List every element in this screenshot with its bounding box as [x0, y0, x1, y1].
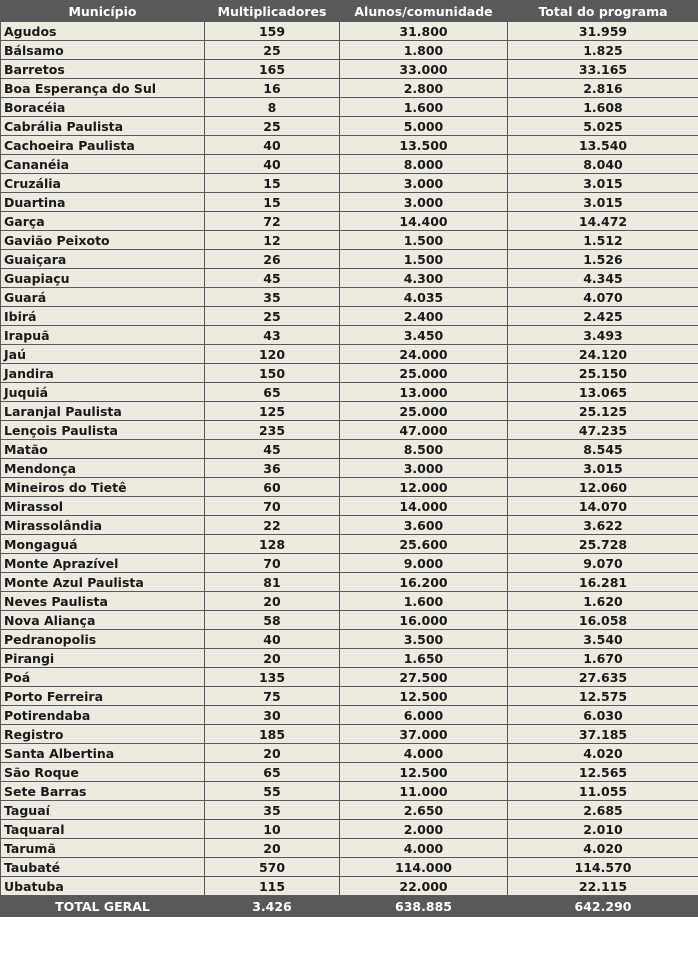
multiplicadores-cell: 128 [205, 535, 340, 554]
multiplicadores-cell: 60 [205, 478, 340, 497]
table-row [1, 155, 698, 174]
alunos-comunidade-cell: 4.300 [340, 269, 508, 288]
table-row [1, 288, 698, 307]
total-row [1, 896, 698, 917]
total-programa-cell: 25.728 [508, 535, 698, 554]
total-programa-cell: 47.235 [508, 421, 698, 440]
table-body [1, 22, 698, 896]
total-programa-cell: 11.055 [508, 782, 698, 801]
municipio-cell: Santa Albertina [1, 744, 205, 763]
alunos-comunidade-cell: 14.400 [340, 212, 508, 231]
municipio-cell: Gavião Peixoto [1, 231, 205, 250]
total-programa-cell: 2.010 [508, 820, 698, 839]
multiplicadores-cell: 15 [205, 174, 340, 193]
table-row [1, 345, 698, 364]
alunos-comunidade-cell: 12.000 [340, 478, 508, 497]
alunos-comunidade-cell: 1.600 [340, 98, 508, 117]
alunos-comunidade-cell: 8.500 [340, 440, 508, 459]
multiplicadores-cell: 22 [205, 516, 340, 535]
total-programa-cell: 1.512 [508, 231, 698, 250]
total-programa-cell: 1.526 [508, 250, 698, 269]
municipio-cell: Monte Aprazível [1, 554, 205, 573]
total-label: TOTAL GERAL [1, 896, 205, 917]
table-row [1, 706, 698, 725]
table-row [1, 231, 698, 250]
alunos-comunidade-cell: 2.650 [340, 801, 508, 820]
alunos-comunidade-cell: 1.800 [340, 41, 508, 60]
table-row [1, 98, 698, 117]
table-row [1, 478, 698, 497]
alunos-comunidade-cell: 114.000 [340, 858, 508, 877]
multiplicadores-cell: 70 [205, 554, 340, 573]
total-programa-cell: 4.020 [508, 839, 698, 858]
total-programa-cell: 25.125 [508, 402, 698, 421]
alunos-comunidade-cell: 2.800 [340, 79, 508, 98]
alunos-comunidade-cell: 3.500 [340, 630, 508, 649]
municipio-cell: São Roque [1, 763, 205, 782]
municipio-cell: Garça [1, 212, 205, 231]
municipio-cell: Jandira [1, 364, 205, 383]
municipio-cell: Barretos [1, 60, 205, 79]
multiplicadores-cell: 70 [205, 497, 340, 516]
alunos-comunidade-cell: 22.000 [340, 877, 508, 896]
multiplicadores-cell: 45 [205, 440, 340, 459]
municipio-cell: Poá [1, 668, 205, 687]
total-programa-cell: 3.015 [508, 174, 698, 193]
total-programa-cell: 4.020 [508, 744, 698, 763]
alunos-comunidade-cell: 4.000 [340, 839, 508, 858]
total-programa-cell: 5.025 [508, 117, 698, 136]
total-programa-cell: 12.565 [508, 763, 698, 782]
alunos-comunidade-cell: 3.000 [340, 174, 508, 193]
multiplicadores-cell: 35 [205, 801, 340, 820]
municipio-cell: Pirangi [1, 649, 205, 668]
total-programa-cell: 14.472 [508, 212, 698, 231]
table-row [1, 782, 698, 801]
total-programa-cell: 6.030 [508, 706, 698, 725]
municipio-cell: Mineiros do Tietê [1, 478, 205, 497]
municipio-cell: Mirassolândia [1, 516, 205, 535]
multiplicadores-cell: 15 [205, 193, 340, 212]
total-programa-cell: 27.635 [508, 668, 698, 687]
alunos-comunidade-cell: 37.000 [340, 725, 508, 744]
table-row [1, 250, 698, 269]
municipio-cell: Pedranopolis [1, 630, 205, 649]
municipio-cell: Cabrália Paulista [1, 117, 205, 136]
table-row [1, 22, 698, 41]
total-programa-cell: 16.058 [508, 611, 698, 630]
table-row [1, 516, 698, 535]
multiplicadores-cell: 65 [205, 383, 340, 402]
municipio-cell: Agudos [1, 22, 205, 41]
alunos-comunidade-cell: 12.500 [340, 763, 508, 782]
municipio-cell: Taguaí [1, 801, 205, 820]
municipio-cell: Duartina [1, 193, 205, 212]
multiplicadores-cell: 120 [205, 345, 340, 364]
table-row [1, 497, 698, 516]
alunos-comunidade-cell: 1.500 [340, 231, 508, 250]
municipio-cell: Sete Barras [1, 782, 205, 801]
municipio-cell: Ubatuba [1, 877, 205, 896]
total-programa-cell: 2.425 [508, 307, 698, 326]
total-programa-cell: 8.545 [508, 440, 698, 459]
multiplicadores-cell: 115 [205, 877, 340, 896]
multiplicadores-cell: 25 [205, 117, 340, 136]
total-multiplicadores: 3.426 [205, 896, 340, 917]
multiplicadores-cell: 26 [205, 250, 340, 269]
table-row [1, 687, 698, 706]
multiplicadores-cell: 20 [205, 649, 340, 668]
multiplicadores-cell: 20 [205, 744, 340, 763]
alunos-comunidade-cell: 2.400 [340, 307, 508, 326]
total-programa-cell: 24.120 [508, 345, 698, 364]
multiplicadores-cell: 150 [205, 364, 340, 383]
table-row [1, 801, 698, 820]
alunos-comunidade-cell: 3.450 [340, 326, 508, 345]
multiplicadores-cell: 235 [205, 421, 340, 440]
alunos-comunidade-cell: 25.600 [340, 535, 508, 554]
multiplicadores-cell: 72 [205, 212, 340, 231]
total-programa: 642.290 [508, 896, 698, 917]
alunos-comunidade-cell: 16.200 [340, 573, 508, 592]
municipio-cell: Bálsamo [1, 41, 205, 60]
multiplicadores-cell: 25 [205, 41, 340, 60]
multiplicadores-cell: 25 [205, 307, 340, 326]
alunos-comunidade-cell: 14.000 [340, 497, 508, 516]
table-row [1, 820, 698, 839]
total-programa-cell: 1.608 [508, 98, 698, 117]
total-programa-cell: 12.575 [508, 687, 698, 706]
alunos-comunidade-cell: 25.000 [340, 402, 508, 421]
alunos-comunidade-cell: 1.650 [340, 649, 508, 668]
total-programa-cell: 1.620 [508, 592, 698, 611]
multiplicadores-cell: 75 [205, 687, 340, 706]
multiplicadores-cell: 159 [205, 22, 340, 41]
municipio-cell: Taquaral [1, 820, 205, 839]
table-row [1, 383, 698, 402]
total-programa-cell: 114.570 [508, 858, 698, 877]
table-row [1, 326, 698, 345]
total-programa-cell: 33.165 [508, 60, 698, 79]
total-programa-cell: 13.065 [508, 383, 698, 402]
total-programa-cell: 25.150 [508, 364, 698, 383]
multiplicadores-cell: 36 [205, 459, 340, 478]
table-row [1, 307, 698, 326]
municipio-cell: Mirassol [1, 497, 205, 516]
municipio-cell: Irapuã [1, 326, 205, 345]
municipio-cell: Lençois Paulista [1, 421, 205, 440]
alunos-comunidade-cell: 11.000 [340, 782, 508, 801]
table-row [1, 193, 698, 212]
total-programa-cell: 9.070 [508, 554, 698, 573]
multiplicadores-cell: 40 [205, 136, 340, 155]
alunos-comunidade-cell: 1.500 [340, 250, 508, 269]
table-row [1, 649, 698, 668]
municipio-cell: Juquiá [1, 383, 205, 402]
alunos-comunidade-cell: 2.000 [340, 820, 508, 839]
alunos-comunidade-cell: 25.000 [340, 364, 508, 383]
table-row [1, 459, 698, 478]
multiplicadores-cell: 135 [205, 668, 340, 687]
table-row [1, 60, 698, 79]
header-municipio: Município [1, 1, 205, 22]
alunos-comunidade-cell: 13.000 [340, 383, 508, 402]
municipio-cell: Registro [1, 725, 205, 744]
header-multiplicadores: Multiplicadores [205, 1, 340, 22]
total-programa-cell: 4.070 [508, 288, 698, 307]
total-programa-cell: 22.115 [508, 877, 698, 896]
total-programa-cell: 3.622 [508, 516, 698, 535]
table-row [1, 174, 698, 193]
multiplicadores-cell: 35 [205, 288, 340, 307]
total-programa-cell: 2.685 [508, 801, 698, 820]
table-row [1, 725, 698, 744]
municipio-cell: Guará [1, 288, 205, 307]
alunos-comunidade-cell: 4.035 [340, 288, 508, 307]
alunos-comunidade-cell: 8.000 [340, 155, 508, 174]
alunos-comunidade-cell: 3.600 [340, 516, 508, 535]
table-row [1, 592, 698, 611]
table-row [1, 858, 698, 877]
multiplicadores-cell: 65 [205, 763, 340, 782]
total-programa-cell: 2.816 [508, 79, 698, 98]
municipio-cell: Laranjal Paulista [1, 402, 205, 421]
municipio-cell: Ibirá [1, 307, 205, 326]
table-row [1, 535, 698, 554]
table-row [1, 364, 698, 383]
alunos-comunidade-cell: 5.000 [340, 117, 508, 136]
municipio-cell: Tarumã [1, 839, 205, 858]
municipio-cell: Porto Ferreira [1, 687, 205, 706]
municipio-cell: Jaú [1, 345, 205, 364]
alunos-comunidade-cell: 3.000 [340, 459, 508, 478]
municipio-cell: Mendonça [1, 459, 205, 478]
total-programa-cell: 1.825 [508, 41, 698, 60]
multiplicadores-cell: 58 [205, 611, 340, 630]
alunos-comunidade-cell: 16.000 [340, 611, 508, 630]
header-total-programa: Total do programa [508, 1, 698, 22]
total-programa-cell: 3.015 [508, 459, 698, 478]
table-row [1, 79, 698, 98]
table-row [1, 839, 698, 858]
alunos-comunidade-cell: 47.000 [340, 421, 508, 440]
multiplicadores-cell: 20 [205, 592, 340, 611]
table-row [1, 41, 698, 60]
multiplicadores-cell: 125 [205, 402, 340, 421]
table-row [1, 630, 698, 649]
multiplicadores-cell: 570 [205, 858, 340, 877]
multiplicadores-cell: 8 [205, 98, 340, 117]
total-programa-cell: 1.670 [508, 649, 698, 668]
table-row [1, 554, 698, 573]
multiplicadores-cell: 10 [205, 820, 340, 839]
multiplicadores-cell: 12 [205, 231, 340, 250]
multiplicadores-cell: 185 [205, 725, 340, 744]
municipio-cell: Potirendaba [1, 706, 205, 725]
table-row [1, 877, 698, 896]
total-programa-cell: 8.040 [508, 155, 698, 174]
total-alunos-comunidade: 638.885 [340, 896, 508, 917]
alunos-comunidade-cell: 31.800 [340, 22, 508, 41]
multiplicadores-cell: 165 [205, 60, 340, 79]
municipio-cell: Neves Paulista [1, 592, 205, 611]
total-programa-cell: 31.959 [508, 22, 698, 41]
multiplicadores-cell: 55 [205, 782, 340, 801]
table-row [1, 611, 698, 630]
total-programa-cell: 13.540 [508, 136, 698, 155]
table-row [1, 402, 698, 421]
alunos-comunidade-cell: 3.000 [340, 193, 508, 212]
municipio-cell: Guapiaçu [1, 269, 205, 288]
header-row [1, 1, 698, 22]
multiplicadores-cell: 30 [205, 706, 340, 725]
alunos-comunidade-cell: 1.600 [340, 592, 508, 611]
municipio-cell: Matão [1, 440, 205, 459]
table-row [1, 573, 698, 592]
table-row [1, 744, 698, 763]
table-row [1, 136, 698, 155]
multiplicadores-cell: 40 [205, 630, 340, 649]
municipio-cell: Boa Esperança do Sul [1, 79, 205, 98]
multiplicadores-cell: 20 [205, 839, 340, 858]
table-row [1, 421, 698, 440]
alunos-comunidade-cell: 9.000 [340, 554, 508, 573]
total-programa-cell: 4.345 [508, 269, 698, 288]
alunos-comunidade-cell: 24.000 [340, 345, 508, 364]
municipio-cell: Guaiçara [1, 250, 205, 269]
total-programa-cell: 16.281 [508, 573, 698, 592]
table-row [1, 212, 698, 231]
municipio-cell: Cruzália [1, 174, 205, 193]
municipio-cell: Taubaté [1, 858, 205, 877]
alunos-comunidade-cell: 13.500 [340, 136, 508, 155]
table-row [1, 117, 698, 136]
municipio-cell: Monte Azul Paulista [1, 573, 205, 592]
total-programa-cell: 3.493 [508, 326, 698, 345]
multiplicadores-cell: 43 [205, 326, 340, 345]
multiplicadores-cell: 81 [205, 573, 340, 592]
total-programa-cell: 3.540 [508, 630, 698, 649]
alunos-comunidade-cell: 33.000 [340, 60, 508, 79]
alunos-comunidade-cell: 6.000 [340, 706, 508, 725]
multiplicadores-cell: 40 [205, 155, 340, 174]
municipio-cell: Nova Aliança [1, 611, 205, 630]
total-programa-cell: 3.015 [508, 193, 698, 212]
table-row [1, 440, 698, 459]
total-programa-cell: 14.070 [508, 497, 698, 516]
table-row [1, 763, 698, 782]
municipio-cell: Cachoeira Paulista [1, 136, 205, 155]
total-programa-cell: 37.185 [508, 725, 698, 744]
multiplicadores-cell: 45 [205, 269, 340, 288]
table-row [1, 269, 698, 288]
municipio-cell: Boracéia [1, 98, 205, 117]
municipio-cell: Mongaguá [1, 535, 205, 554]
header-alunos-comunidade: Alunos/comunidade [340, 1, 508, 22]
alunos-comunidade-cell: 27.500 [340, 668, 508, 687]
alunos-comunidade-cell: 12.500 [340, 687, 508, 706]
table-row [1, 668, 698, 687]
municipio-cell: Cananéia [1, 155, 205, 174]
multiplicadores-cell: 16 [205, 79, 340, 98]
alunos-comunidade-cell: 4.000 [340, 744, 508, 763]
total-programa-cell: 12.060 [508, 478, 698, 497]
